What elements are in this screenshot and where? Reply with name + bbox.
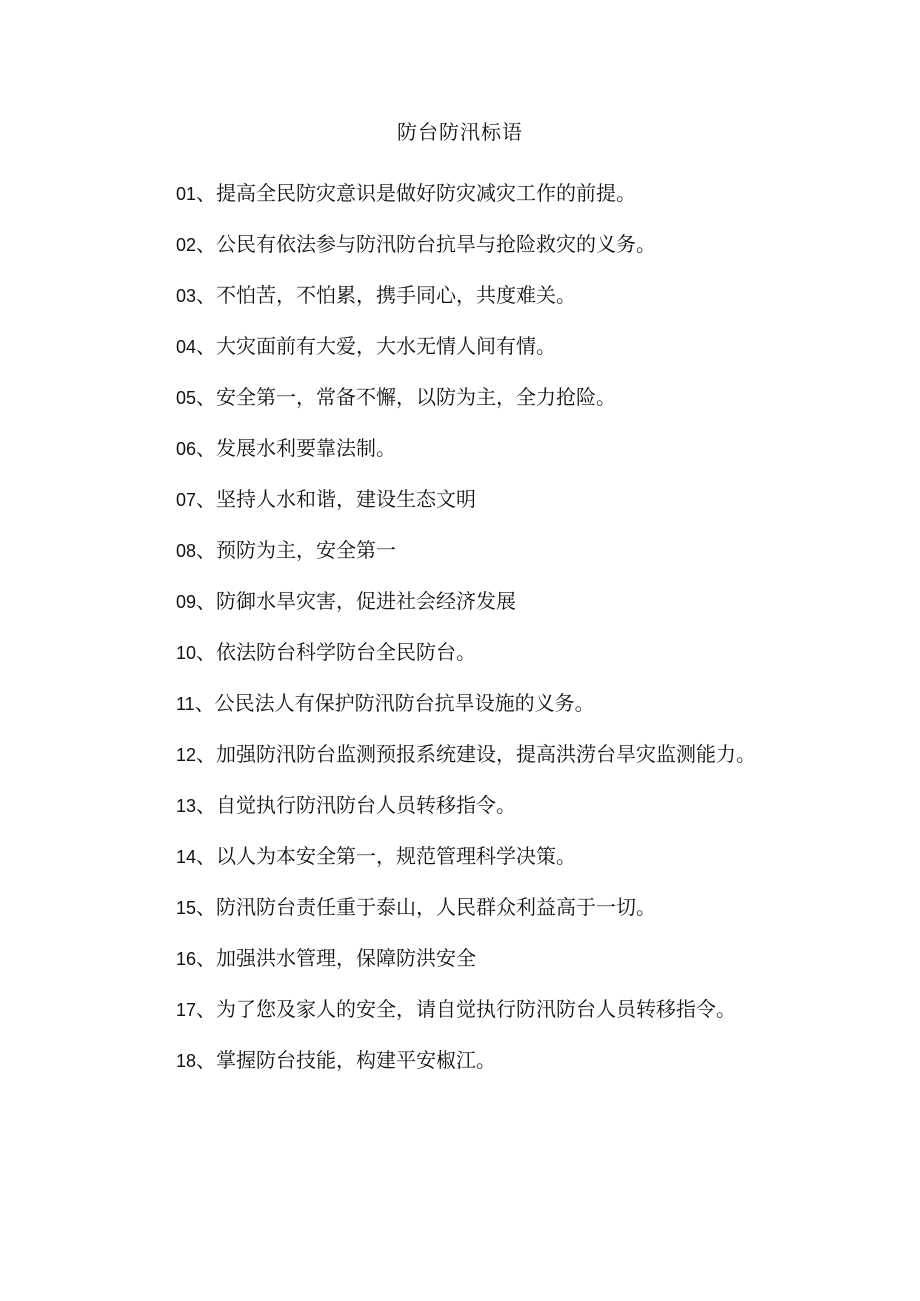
item-number: 10 xyxy=(176,643,197,663)
item-number: 18 xyxy=(176,1051,197,1071)
item-number: 16 xyxy=(176,949,197,969)
item-text: 、发展水利要靠法制。 xyxy=(196,436,397,460)
list-item xyxy=(136,219,776,270)
item-text: 、以人为本安全第一，规范管理科学决策。 xyxy=(196,844,577,868)
slogan-list xyxy=(136,168,776,1086)
list-item xyxy=(136,1035,776,1086)
item-text: 、自觉执行防汛防台人员转移指令。 xyxy=(196,793,517,817)
item-number: 14 xyxy=(176,847,197,867)
item-number: 15 xyxy=(176,898,197,918)
item-number: 09 xyxy=(176,592,197,612)
item-text: 、提高全民防灾意识是做好防灾减灾工作的前提。 xyxy=(196,181,637,205)
item-text: 、坚持人水和谐，建设生态文明 xyxy=(196,487,477,511)
item-text: 、防汛防台责任重于泰山，人民群众利益高于一切。 xyxy=(196,895,657,919)
list-item xyxy=(136,729,776,780)
item-text: 、公民有依法参与防汛防台抗旱与抢险救灾的义务。 xyxy=(196,232,657,256)
item-number: 02 xyxy=(176,235,197,255)
item-number: 06 xyxy=(176,439,197,459)
item-text: 、公民法人有保护防汛防台抗旱设施的义务。 xyxy=(194,691,595,715)
item-text: 、掌握防台技能，构建平安椒江。 xyxy=(196,1048,497,1072)
list-item xyxy=(136,423,776,474)
item-number: 11 xyxy=(176,694,195,714)
item-text: 、预防为主，安全第一 xyxy=(196,538,397,562)
item-number: 03 xyxy=(176,286,197,306)
item-text: 、大灾面前有大爱，大水无情人间有情。 xyxy=(196,334,557,358)
item-number: 17 xyxy=(176,1000,197,1020)
list-item xyxy=(136,984,776,1035)
list-item xyxy=(136,831,776,882)
item-number: 05 xyxy=(176,388,197,408)
list-item xyxy=(136,882,776,933)
list-item xyxy=(136,270,776,321)
list-item xyxy=(136,780,776,831)
list-item xyxy=(136,168,776,219)
list-item xyxy=(136,525,776,576)
item-text: 、为了您及家人的安全，请自觉执行防汛防台人员转移指令。 xyxy=(196,997,737,1021)
item-text: 、防御水旱灾害，促进社会经济发展 xyxy=(196,589,517,613)
item-text: 、加强洪水管理，保障防洪安全 xyxy=(196,946,477,970)
list-item xyxy=(136,678,776,729)
list-item xyxy=(136,321,776,372)
item-number: 13 xyxy=(176,796,197,816)
item-text: 、依法防台科学防台全民防台。 xyxy=(196,640,477,664)
list-item xyxy=(136,474,776,525)
item-text: 、不怕苦，不怕累，携手同心，共度难关。 xyxy=(196,283,577,307)
list-item xyxy=(136,627,776,678)
item-text: 、安全第一，常备不懈，以防为主，全力抢险。 xyxy=(196,385,617,409)
list-item xyxy=(136,372,776,423)
list-item xyxy=(136,576,776,627)
item-number: 01 xyxy=(176,184,197,204)
item-number: 12 xyxy=(176,745,197,765)
list-item xyxy=(136,933,776,984)
item-number: 04 xyxy=(176,337,197,357)
item-number: 07 xyxy=(176,490,197,510)
item-text: 、加强防汛防台监测预报系统建设，提高洪涝台旱灾监测能力。 xyxy=(196,742,757,766)
item-number: 08 xyxy=(176,541,197,561)
document-title: 防台防汛标语 xyxy=(397,120,523,144)
